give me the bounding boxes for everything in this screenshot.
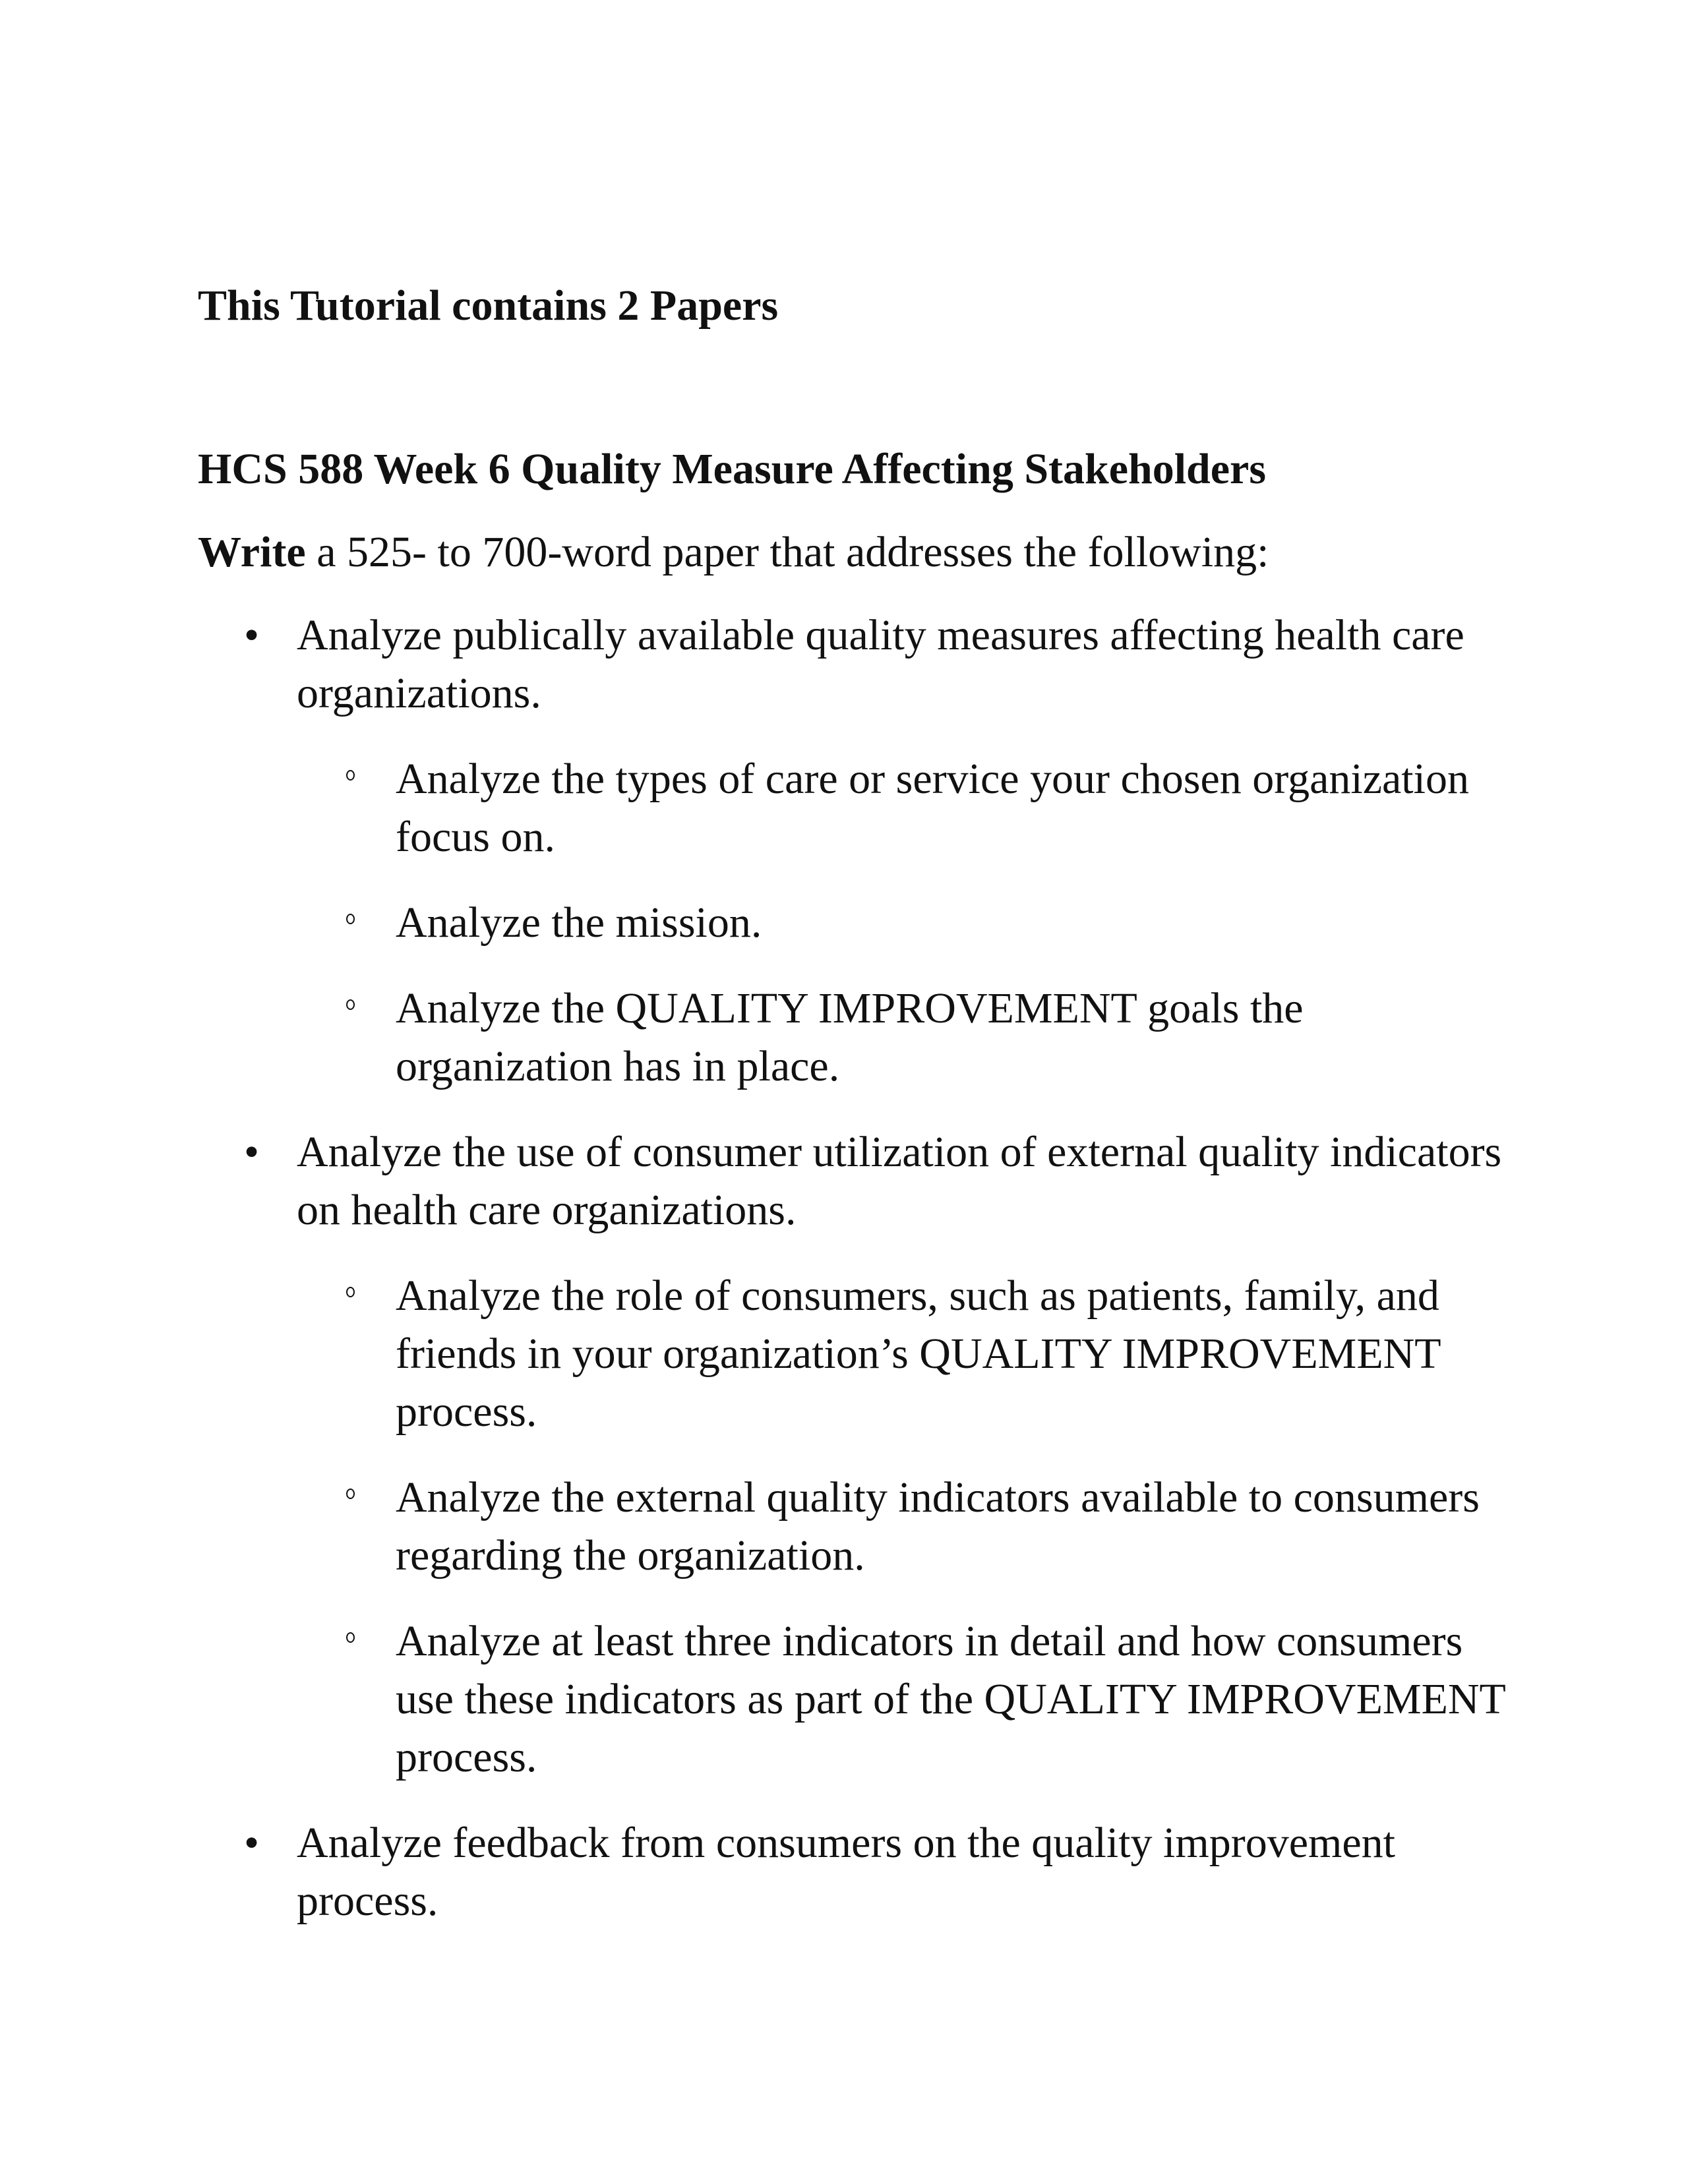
requirement-text: Analyze publically available quality measures affecting health care organizations. [297, 611, 1464, 717]
instructions-paragraph [198, 523, 1517, 581]
sub-requirement-item [297, 1267, 1517, 1441]
instructions-lead: Write [198, 528, 306, 576]
requirement-text: Analyze feedback from consumers on the quality improvement process. [297, 1819, 1395, 1925]
bullet-icon: • [244, 1819, 260, 1867]
requirement-item [198, 606, 1517, 1096]
paper-title: HCS 588 Week 6 Quality Measure Affecting Stakeholders [198, 445, 1267, 493]
sub-requirement-text: Analyze the role of consumers, such as patients, family, and friends in your organization’s QUALITY IMPROVEMENT process. [396, 1272, 1441, 1436]
bullet-icon: • [244, 611, 260, 659]
sub-requirement-text: Analyze the types of care or service your chosen organization focus on. [396, 755, 1469, 861]
circle-bullet-icon [346, 1632, 355, 1643]
circle-bullet-icon [346, 1489, 355, 1499]
sub-requirement-item [297, 1469, 1517, 1585]
requirement-text: Analyze the use of consumer utilization of external quality indicators on health care organizations. [297, 1128, 1502, 1234]
requirement-item [198, 1814, 1517, 1930]
sub-requirement-text: Analyze the QUALITY IMPROVEMENT goals the organization has in place. [396, 984, 1304, 1090]
sub-requirement-text: Analyze at least three indicators in detail and how consumers use these indicators as part of the QUALITY IMPROVEMENT process. [396, 1617, 1505, 1781]
sub-requirement-item [297, 894, 1517, 952]
requirements-list [198, 606, 1517, 1930]
circle-bullet-icon [346, 914, 355, 924]
sub-requirement-text: Analyze the mission. [396, 899, 762, 947]
circle-bullet-icon [346, 1287, 355, 1297]
instructions-text: a 525- to 700-word paper that addresses the following: [305, 528, 1269, 576]
requirement-item [198, 1123, 1517, 1786]
sub-requirement-item [297, 1612, 1517, 1786]
sub-requirement-item [297, 980, 1517, 1096]
sub-requirements-list [297, 750, 1517, 1096]
tutorial-note: This Tutorial contains 2 Papers [198, 281, 779, 330]
sub-requirement-text: Analyze the external quality indicators available to consumers regarding the organization. [396, 1473, 1480, 1579]
sub-requirements-list [297, 1267, 1517, 1786]
circle-bullet-icon [346, 999, 355, 1010]
circle-bullet-icon [346, 770, 355, 781]
document-content [198, 277, 1517, 1955]
sub-requirement-item [297, 750, 1517, 866]
bullet-icon: • [244, 1128, 260, 1176]
